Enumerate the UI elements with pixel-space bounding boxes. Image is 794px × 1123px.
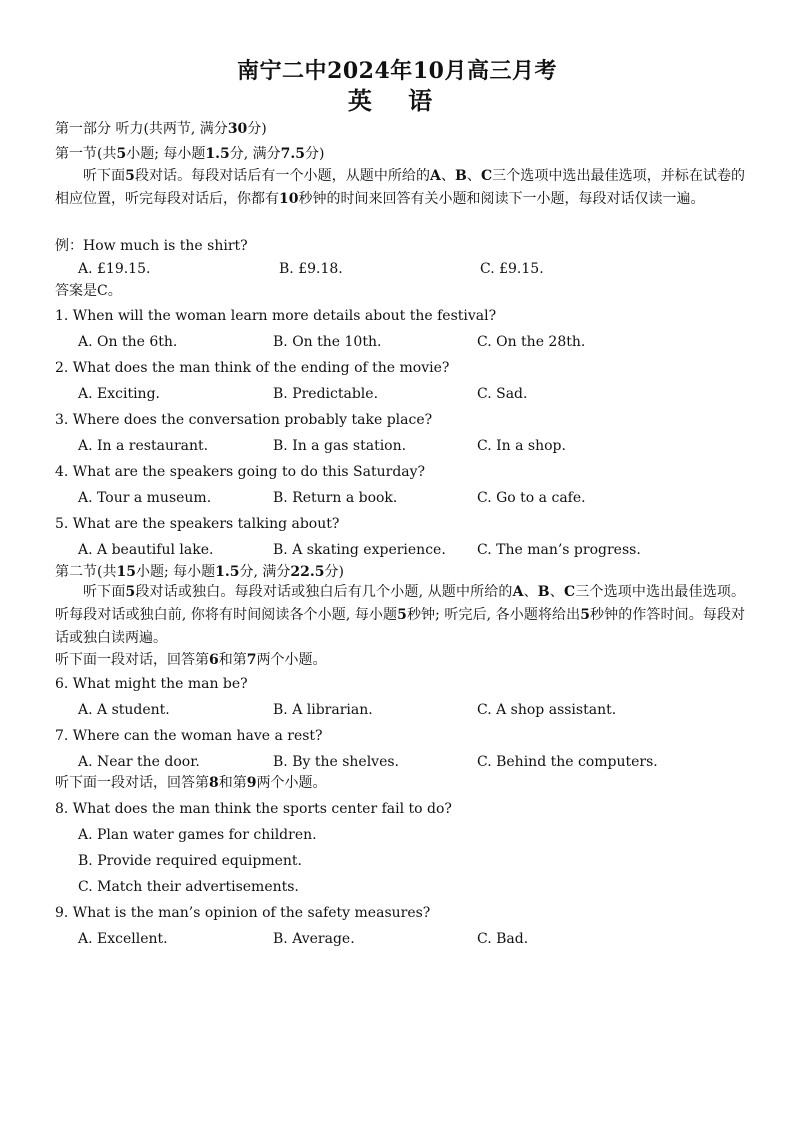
question-4: 4. What are the speakers going to do this Saturday? <box>55 464 426 480</box>
question-7: 7. Where can the woman have a rest? <box>55 728 323 744</box>
question-2-option-b: B. Predictable. <box>273 386 379 402</box>
example-option-b: B. £9.18. <box>279 261 343 277</box>
question-3-option-a: A. In a restaurant. <box>78 438 209 454</box>
question-5-option-a: A. A beautiful lake. <box>78 542 214 558</box>
question-6-option-c: C. A shop assistant. <box>477 702 617 718</box>
example-option-c: C. £9.15. <box>480 261 544 277</box>
question-5: 5. What are the speakers talking about? <box>55 516 340 532</box>
question-3-option-b: B. In a gas station. <box>273 438 407 454</box>
dialog-2-note: 听下面一段对话，回答第8和第9两个小题。 <box>55 775 327 791</box>
section2-instructions: 听下面5段对话或独白。每段对话或独白后有几个小题, 从题中所给的A、B、C三个选项中选出最佳选项。听每段对话或独白前, 你将有时间阅读各个小题, 每小题5秒钟; 听完后, 各小题将给出5秒钟的作答时间。每段对话或独白读两遍。 <box>55 584 746 646</box>
question-4-option-b: B. Return a book. <box>273 490 398 506</box>
question-7-option-a: A. Near the door. <box>78 754 200 770</box>
section1-heading: 第一节(共5小题; 每小题1.5分, 满分7.5分) <box>55 146 325 162</box>
question-4-option-c: C. Go to a cafe. <box>477 490 586 506</box>
question-4-option-a: A. Tour a museum. <box>78 490 212 506</box>
question-6: 6. What might the man be? <box>55 676 248 692</box>
question-3: 3. Where does the conversation probably take place? <box>55 412 433 428</box>
dialog-1-note: 听下面一段对话，回答第6和第7两个小题。 <box>55 652 327 668</box>
question-9: 9. What is the man’s opinion of the safety measures? <box>55 905 431 921</box>
question-7-option-c: C. Behind the computers. <box>477 754 658 770</box>
question-1-option-c: C. On the 28th. <box>477 334 586 350</box>
section1-instructions: 听下面5段对话。每段对话后有一个小题，从题中所给的A、B、C三个选项中选出最佳选项，并标在试卷的相应位置，听完每段对话后，你都有10秒钟的时间来回答有关小题和阅读下一小题，每段对话仅读一遍。 <box>55 168 746 207</box>
question-8: 8. What does the man think the sports center fail to do? <box>55 801 452 817</box>
question-2: 2. What does the man think of the ending of the movie? <box>55 360 450 376</box>
question-2-option-c: C. Sad. <box>477 386 528 402</box>
example-question: 例：How much is the shirt? <box>55 238 248 254</box>
question-1-option-a: A. On the 6th. <box>78 334 178 350</box>
exam-title: 南宁二中2024年10月高三月考 <box>237 58 557 84</box>
question-3-option-c: C. In a shop. <box>477 438 566 454</box>
question-6-option-a: A. A student. <box>78 702 170 718</box>
section2-heading: 第二节(共15小题; 每小题1.5分, 满分22.5分) <box>55 564 344 580</box>
example-answer: 答案是C。 <box>55 283 122 299</box>
question-8-option-b: B. Provide required equipment. <box>78 853 302 869</box>
question-1: 1. When will the woman learn more details about the festival? <box>55 308 497 324</box>
example-option-a: A. £19.15. <box>78 261 151 277</box>
question-9-option-a: A. Excellent. <box>78 931 168 947</box>
question-5-option-b: B. A skating experience. <box>273 542 446 558</box>
subject-title: 英 语 <box>347 86 447 115</box>
question-5-option-c: C. The man’s progress. <box>477 542 641 558</box>
question-7-option-b: B. By the shelves. <box>273 754 400 770</box>
question-6-option-b: B. A librarian. <box>273 702 373 718</box>
question-9-option-c: C. Bad. <box>477 931 529 947</box>
question-8-option-a: A. Plan water games for children. <box>78 827 317 843</box>
question-9-option-b: B. Average. <box>273 931 355 947</box>
question-2-option-a: A. Exciting. <box>78 386 160 402</box>
part1-heading: 第一部分 听力(共两节, 满分30分) <box>55 121 267 137</box>
question-8-option-c: C. Match their advertisements. <box>78 879 299 895</box>
question-1-option-b: B. On the 10th. <box>273 334 382 350</box>
